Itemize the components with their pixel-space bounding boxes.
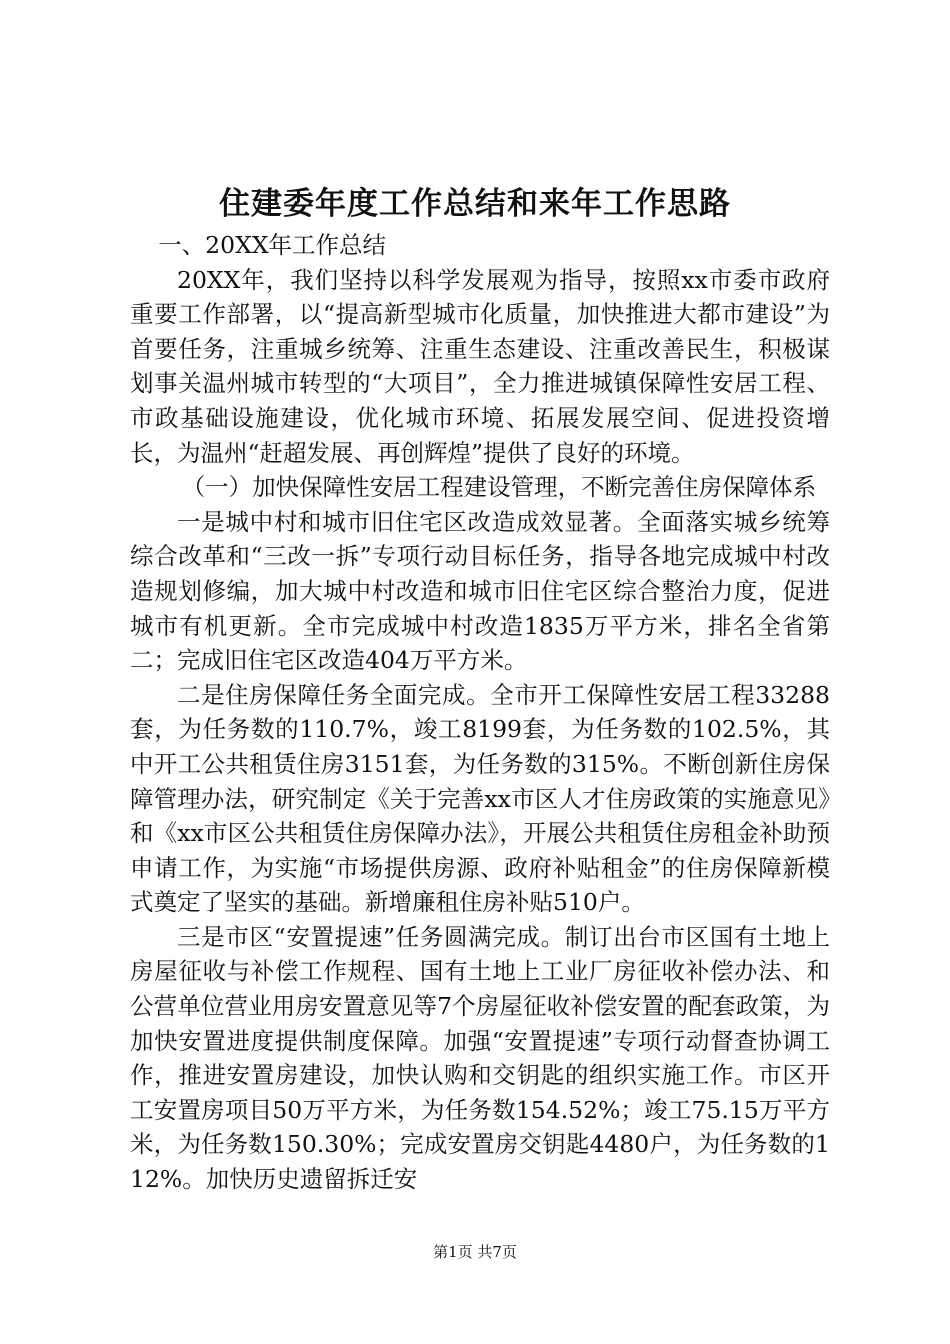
body-paragraph: 20XX年，我们坚持以科学发展观为指导，按照xx市委市政府重要工作部署，以“提高新型城市化质量，加快推进大都市建设”为首要任务，注重城乡统筹、注重生态建设、注重改善民生，积极谋划事关温州城市转型的“大项目”，全力推进城镇保障性安居工程、市政基础设施建设，优化城市环境、拓展发展空间、促进投资增长，为温州“赶超发展、再创辉煌”提供了良好的环境。 [130,265,830,467]
page-footer: 第1页 共7页 [433,1243,517,1261]
body-paragraph: 三是市区“安置提速”任务圆满完成。制订出台市区国有土地上房屋征收与补偿工作规程、国有土地上工业厂房征收补偿办法、和公营单位营业用房安置意见等7个房屋征收补偿安置的配套政策，为加快安置进度提供制度保障。加强“安置提速”专项行动督查协调工作，推进安置房建设，加快认购和交钥匙的组织实施工作。市区开工安置房项目50万平方米，为任务数154.52%；竣工75.15万平方米，为任务数150.30%；完成安置房交钥匙4480户，为任务数的112%。加快历史遗留拆迁安 [130,922,830,1194]
document-body [130,228,830,1197]
section-heading: 一、20XX年工作总结 [158,231,387,259]
body-paragraph: 二是住房保障任务全面完成。全市开工保障性安居工程33288套，为任务数的110.7%，竣工8199套，为任务数的102.5%，其中开工公共租赁住房3151套，为任务数的315%。不断创新住房保障管理办法，研究制定《关于完善xx市区人才住房政策的实施意见》和《xx市区公共租赁住房保障办法》，开展公共租赁住房租金补助预申请工作，为实施“市场提供房源、政府补贴租金”的住房保障新模式奠定了坚实的基础。新增廉租住房补贴510户。 [130,680,830,917]
subsection-heading: （一）加快保障性安居工程建设管理，不断完善住房保障体系 [181,473,817,502]
document-title: 住建委年度工作总结和来年工作思路 [219,186,731,222]
body-paragraph: 一是城中村和城市旧住宅区改造成效显著。全面落实城乡统筹综合改革和“三改一拆”专项行动目标任务，指导各地完成城中村改造规划修编，加大城中村改造和城市旧住宅区综合整治力度，促进城市有机更新。全市完成城中村改造1835万平方米，排名全省第二；完成旧住宅区改造404万平方米。 [130,507,830,675]
